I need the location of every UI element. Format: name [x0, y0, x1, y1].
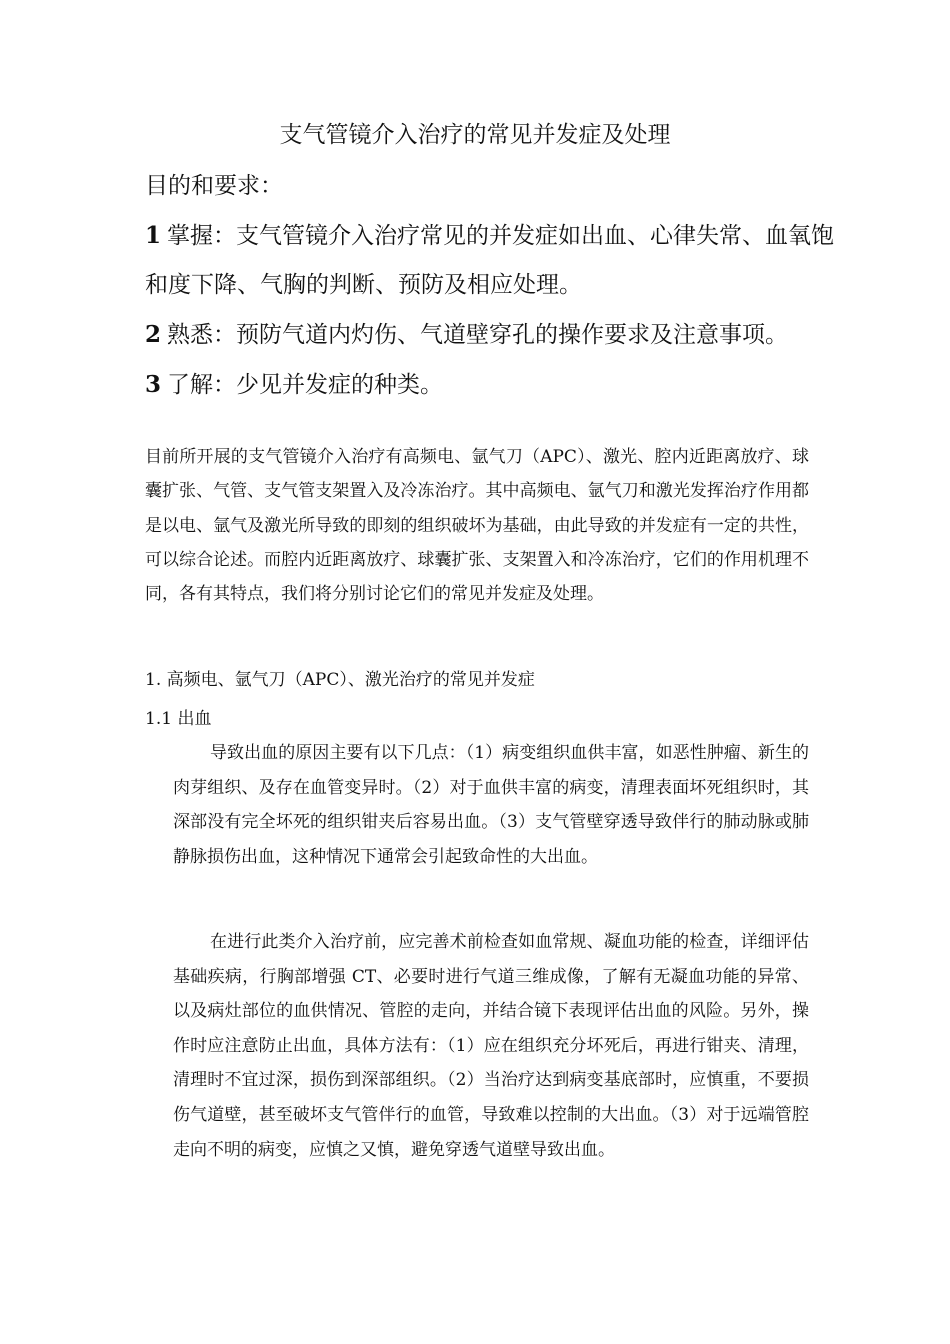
objective-2-number: 2	[145, 321, 162, 348]
objective-1-text: 掌握：支气管镜介入治疗常见的并发症如出血、心律失常、血氧饱	[167, 223, 835, 249]
objectives-heading: 目的和要求：	[145, 173, 283, 199]
objective-3-text: 了解：少见并发症的种类。	[167, 372, 444, 398]
objective-1-line-1	[145, 219, 834, 253]
intro-paragraph: 目前所开展的支气管镜介入治疗有高频电、氩气刀（APC）、激光、腔内近距离放疗、球囊扩张、气管、支气管支架置入及冷冻治疗。其中高频电、氩气刀和激光发挥治疗作用都是以电、氩气及激光所导致的即刻的组织破坏为基础，由此导致的并发症有一定的共性，可以综合论述。而腔内近距离放疗、球囊扩张、支架置入和冷冻治疗，它们的作用机理不同，各有其特点，我们将分别讨论它们的常见并发症及处理。	[145, 447, 809, 605]
objective-1-line-2: 和度下降、气胸的判断、预防及相应处理。	[145, 272, 582, 298]
objective-1-number: 1	[145, 222, 162, 249]
objective-3-number: 3	[145, 371, 162, 398]
bleeding-prevention-paragraph: 在进行此类介入治疗前，应完善术前检查如血常规、凝血功能的检查，详细评估基础疾病，行胸部增强 CT、必要时进行气道三维成像，了解有无凝血功能的异常、以及病灶部位的血供情况、管腔的走向，并结合镜下表现评估出血的风险。另外，操作时应注意防止出血，具体方法有：（1）应在组织充分坏死后，再进行钳夹、清理，清理时不宜过深，损伤到深部组织。（2）当治疗达到病变基底部时，应慎重，不要损伤气道壁，甚至破坏支气管伴行的血管，导致难以控制的大出血。（3）对于远端管腔走向不明的病变，应慎之又慎，避免穿透气道壁导致出血。	[173, 932, 809, 1160]
objective-3	[145, 368, 443, 402]
objective-2	[145, 318, 788, 352]
bleeding-causes-paragraph: 导致出血的原因主要有以下几点：（1）病变组织血供丰富，如恶性肿瘤、新生的肉芽组织、及存在血管变异时。（2）对于血供丰富的病变，清理表面坏死组织时，其深部没有完全坏死的组织钳夹后容易出血。（3）支气管壁穿透导致伴行的肺动脉或肺静脉损伤出血，这种情况下通常会引起致命性的大出血。	[173, 743, 809, 867]
document-title: 支气管镜介入治疗的常见并发症及处理	[279, 122, 671, 148]
section-1-1-heading: 1.1 出血	[145, 709, 212, 729]
section-1-heading: 1. 高频电、氩气刀（APC）、激光治疗的常见并发症	[145, 670, 535, 690]
objective-2-text: 熟悉：预防气道内灼伤、气道壁穿孔的操作要求及注意事项。	[167, 322, 789, 348]
